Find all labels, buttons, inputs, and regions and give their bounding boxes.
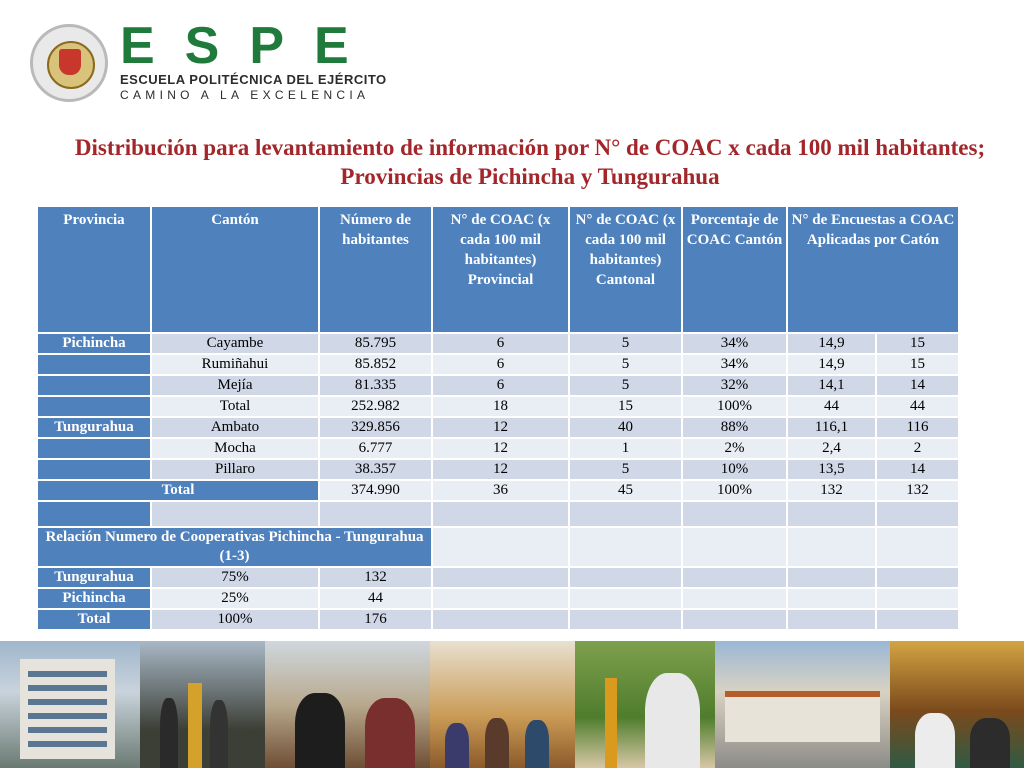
cell-provincia: Tungurahua [37, 417, 151, 438]
table-row [37, 459, 959, 480]
cell-encuestas-round: 14 [876, 459, 959, 480]
campus-building-photo [0, 641, 140, 768]
total-encuestas: 132 [787, 480, 876, 501]
cell-canton: Rumiñahui [151, 354, 319, 375]
cell-encuestas: 14,9 [787, 354, 876, 375]
cell-encuestas-round: 116 [876, 417, 959, 438]
header-provincia: Provincia [37, 206, 151, 333]
header-coac-cantonal: N° de COAC (x cada 100 mil habitantes) Cantonal [569, 206, 682, 333]
cell-canton: Mocha [151, 438, 319, 459]
relation-province: Total [37, 609, 151, 630]
surveying-photo [575, 641, 715, 768]
cell-provincia [37, 438, 151, 459]
cell-coac-cantonal: 40 [569, 417, 682, 438]
school-name: ESCUELA POLITÉCNICA DEL EJÉRCITO [120, 72, 387, 87]
cell-habitantes: 252.982 [319, 396, 432, 417]
relation-row [37, 567, 959, 588]
header-porcentaje: Porcentaje de COAC Cantón [682, 206, 787, 333]
total-encuestas-round: 132 [876, 480, 959, 501]
cell-encuestas-round: 15 [876, 333, 959, 354]
header-habitantes: Número de habitantes [319, 206, 432, 333]
cell-coac-provincial: 6 [432, 375, 569, 396]
ceremony-photo [140, 641, 265, 768]
table-row [37, 375, 959, 396]
header-encuestas: N° de Encuestas a COAC Aplicadas por Catón [787, 206, 959, 333]
cell-canton: Pillaro [151, 459, 319, 480]
seal-icon [30, 24, 108, 102]
cell-porcentaje: 34% [682, 333, 787, 354]
cell-encuestas: 14,9 [787, 333, 876, 354]
cell-canton: Total [151, 396, 319, 417]
cell-coac-cantonal: 15 [569, 396, 682, 417]
slide-title: Distribución para levantamiento de información por N° de COAC x cada 100 mil habitantes; Provincias de Pichincha y Tungurahua [74, 135, 986, 189]
espe-logo [30, 17, 387, 104]
cell-porcentaje: 100% [682, 396, 787, 417]
cell-habitantes: 329.856 [319, 417, 432, 438]
cell-encuestas-round: 2 [876, 438, 959, 459]
cell-provincia [37, 459, 151, 480]
cell-porcentaje: 34% [682, 354, 787, 375]
cell-encuestas: 2,4 [787, 438, 876, 459]
distribution-table [36, 205, 958, 631]
cell-provincia [37, 354, 151, 375]
header-coac-provincial: N° de COAC (x cada 100 mil habitantes) Provincial [432, 206, 569, 333]
cell-habitantes: 85.795 [319, 333, 432, 354]
cell-habitantes: 85.852 [319, 354, 432, 375]
table-row [37, 417, 959, 438]
table-row [37, 333, 959, 354]
cell-coac-provincial: 12 [432, 459, 569, 480]
brand-name: ESPE [120, 17, 379, 75]
cell-encuestas-round: 15 [876, 354, 959, 375]
relation-count: 176 [319, 609, 432, 630]
cell-encuestas-round: 44 [876, 396, 959, 417]
cell-habitantes: 81.335 [319, 375, 432, 396]
relation-title-row [37, 527, 959, 567]
relation-province: Pichincha [37, 588, 151, 609]
table-row [37, 438, 959, 459]
cell-provincia [37, 375, 151, 396]
cell-encuestas: 14,1 [787, 375, 876, 396]
cell-coac-cantonal: 5 [569, 354, 682, 375]
relation-count: 44 [319, 588, 432, 609]
total-row [37, 480, 959, 501]
total-coac-provincial: 36 [432, 480, 569, 501]
empty-row [37, 501, 959, 527]
cell-habitantes: 38.357 [319, 459, 432, 480]
campus-plaza-photo [715, 641, 890, 768]
cell-coac-cantonal: 1 [569, 438, 682, 459]
cell-habitantes: 6.777 [319, 438, 432, 459]
relation-percent: 100% [151, 609, 319, 630]
cell-provincia [37, 396, 151, 417]
cell-coac-provincial: 12 [432, 417, 569, 438]
cell-porcentaje: 88% [682, 417, 787, 438]
total-habitantes: 374.990 [319, 480, 432, 501]
table-row [37, 396, 959, 417]
cell-canton: Cayambe [151, 333, 319, 354]
cell-coac-cantonal: 5 [569, 459, 682, 480]
cell-encuestas-round: 14 [876, 375, 959, 396]
header-canton: Cantón [151, 206, 319, 333]
cell-coac-provincial: 12 [432, 438, 569, 459]
relation-row [37, 588, 959, 609]
auditorium-photo [890, 641, 1024, 768]
cell-encuestas: 116,1 [787, 417, 876, 438]
cell-canton: Mejía [151, 375, 319, 396]
cell-porcentaje: 32% [682, 375, 787, 396]
relation-province: Tungurahua [37, 567, 151, 588]
cell-coac-cantonal: 5 [569, 375, 682, 396]
classroom-photo [430, 641, 575, 768]
motto: CAMINO A LA EXCELENCIA [120, 88, 370, 102]
relation-count: 132 [319, 567, 432, 588]
cell-coac-cantonal: 5 [569, 333, 682, 354]
cell-provincia: Pichincha [37, 333, 151, 354]
cell-coac-provincial: 6 [432, 333, 569, 354]
students-reading-photo [265, 641, 430, 768]
relation-percent: 25% [151, 588, 319, 609]
cell-coac-provincial: 18 [432, 396, 569, 417]
cell-encuestas: 44 [787, 396, 876, 417]
cell-encuestas: 13,5 [787, 459, 876, 480]
cell-porcentaje: 10% [682, 459, 787, 480]
campus-photo-strip [0, 641, 1024, 768]
cell-canton: Ambato [151, 417, 319, 438]
relation-row [37, 609, 959, 630]
relation-percent: 75% [151, 567, 319, 588]
total-label: Total [37, 480, 319, 501]
table-row [37, 354, 959, 375]
cell-porcentaje: 2% [682, 438, 787, 459]
relation-title: Relación Numero de Cooperativas Pichincha - Tungurahua (1-3) [37, 527, 432, 567]
cell-coac-provincial: 6 [432, 354, 569, 375]
total-porcentaje: 100% [682, 480, 787, 501]
total-coac-cantonal: 45 [569, 480, 682, 501]
